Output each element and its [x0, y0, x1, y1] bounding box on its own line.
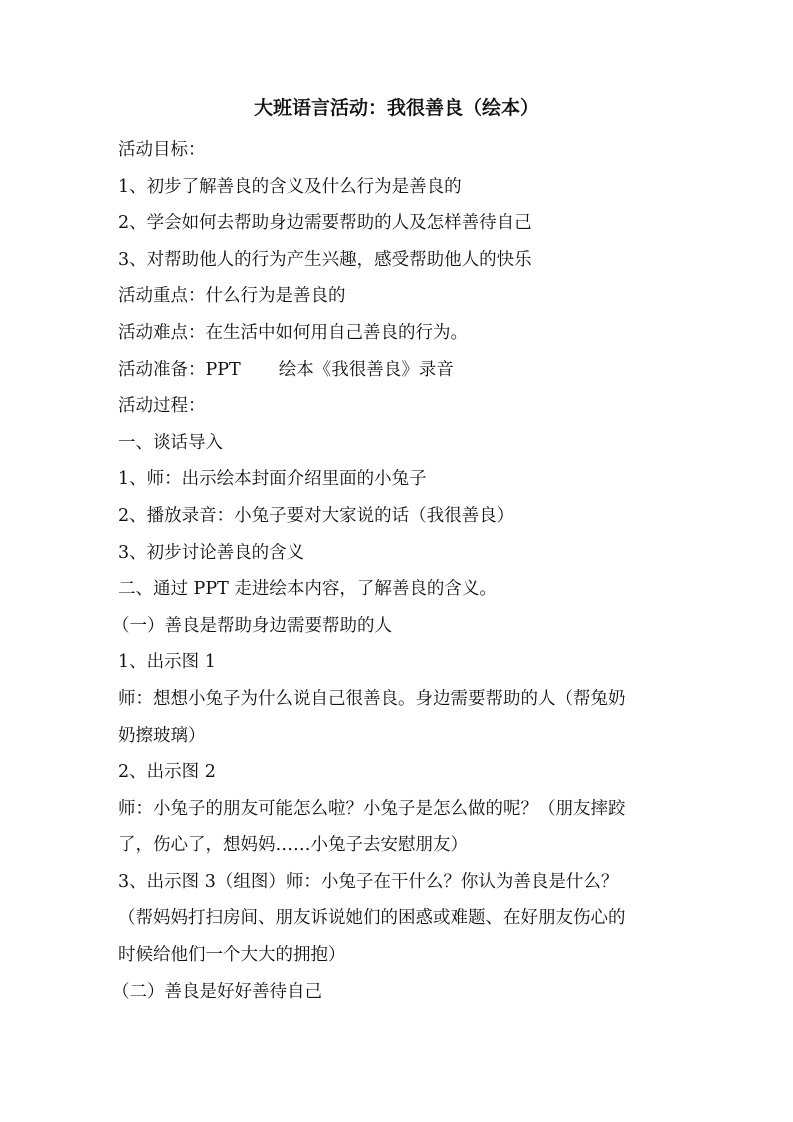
picture-2-label: 2、出示图 2: [118, 762, 216, 783]
page-title: 大班语言活动：我很善良（绘本）: [253, 97, 539, 119]
key-point: 活动重点：什么行为是善良的: [118, 286, 346, 307]
preparation-label: 活动准备：PPT: [118, 359, 241, 380]
section-heading-goals: 活动目标：: [118, 140, 206, 160]
picture-1-text-line-1: 师：想想小兔子为什么说自己很善良。身边需要帮助的人（帮兔奶: [118, 688, 626, 709]
picture-1-text-line-2: 奶擦玻璃）: [118, 725, 206, 746]
sub-heading-1: （一）善良是帮助身边需要帮助的人: [112, 615, 392, 636]
section-heading-process: 活动过程：: [118, 396, 206, 417]
sub-heading-2: （二）善良是好好善待自己: [112, 981, 322, 1002]
picture-3-text-line-3: 时候给他们一个大大的拥抱）: [118, 945, 346, 966]
picture-3-text-line-2: （帮妈妈打扫房间、朋友诉说她们的困惑或难题、在好朋友伤心的: [118, 908, 626, 929]
step-1-item-3: 3、初步讨论善良的含义: [118, 542, 305, 563]
preparation-materials: 绘本《我很善良》录音: [278, 359, 454, 380]
preparation: [118, 352, 678, 389]
document-body: [112, 132, 678, 1010]
picture-1-label: 1、出示图 1: [118, 652, 216, 673]
goal-item-1: 1、初步了解善良的含义及什么行为是善良的: [118, 176, 462, 197]
step-1-item-2: 2、播放录音：小兔子要对大家说的话（我很善良）: [118, 505, 515, 526]
picture-2-text-line-1: 师：小兔子的朋友可能怎么啦？小兔子是怎么做的呢？（朋友摔跤: [118, 798, 626, 819]
step-heading-2: 二、通过 PPT 走进绘本内容，了解善良的含义。: [118, 579, 497, 600]
difficult-point: 活动难点：在生活中如何用自己善良的行为。: [118, 322, 468, 343]
picture-3-text-line-1: 3、出示图 3（组图）师：小兔子在干什么？你认为善良是什么？: [118, 871, 619, 892]
picture-2-text-line-2: 了，伤心了，想妈妈……小兔子去安慰朋友）: [118, 835, 468, 856]
goal-item-3: 3、对帮助他人的行为产生兴趣，感受帮助他人的快乐: [118, 249, 532, 270]
step-1-item-1: 1、师：出示绘本封面介绍里面的小兔子: [118, 469, 427, 490]
goal-item-2: 2、学会如何去帮助身边需要帮助的人及怎样善待自己: [118, 213, 532, 234]
step-heading-1: 一、谈话导入: [118, 432, 223, 453]
